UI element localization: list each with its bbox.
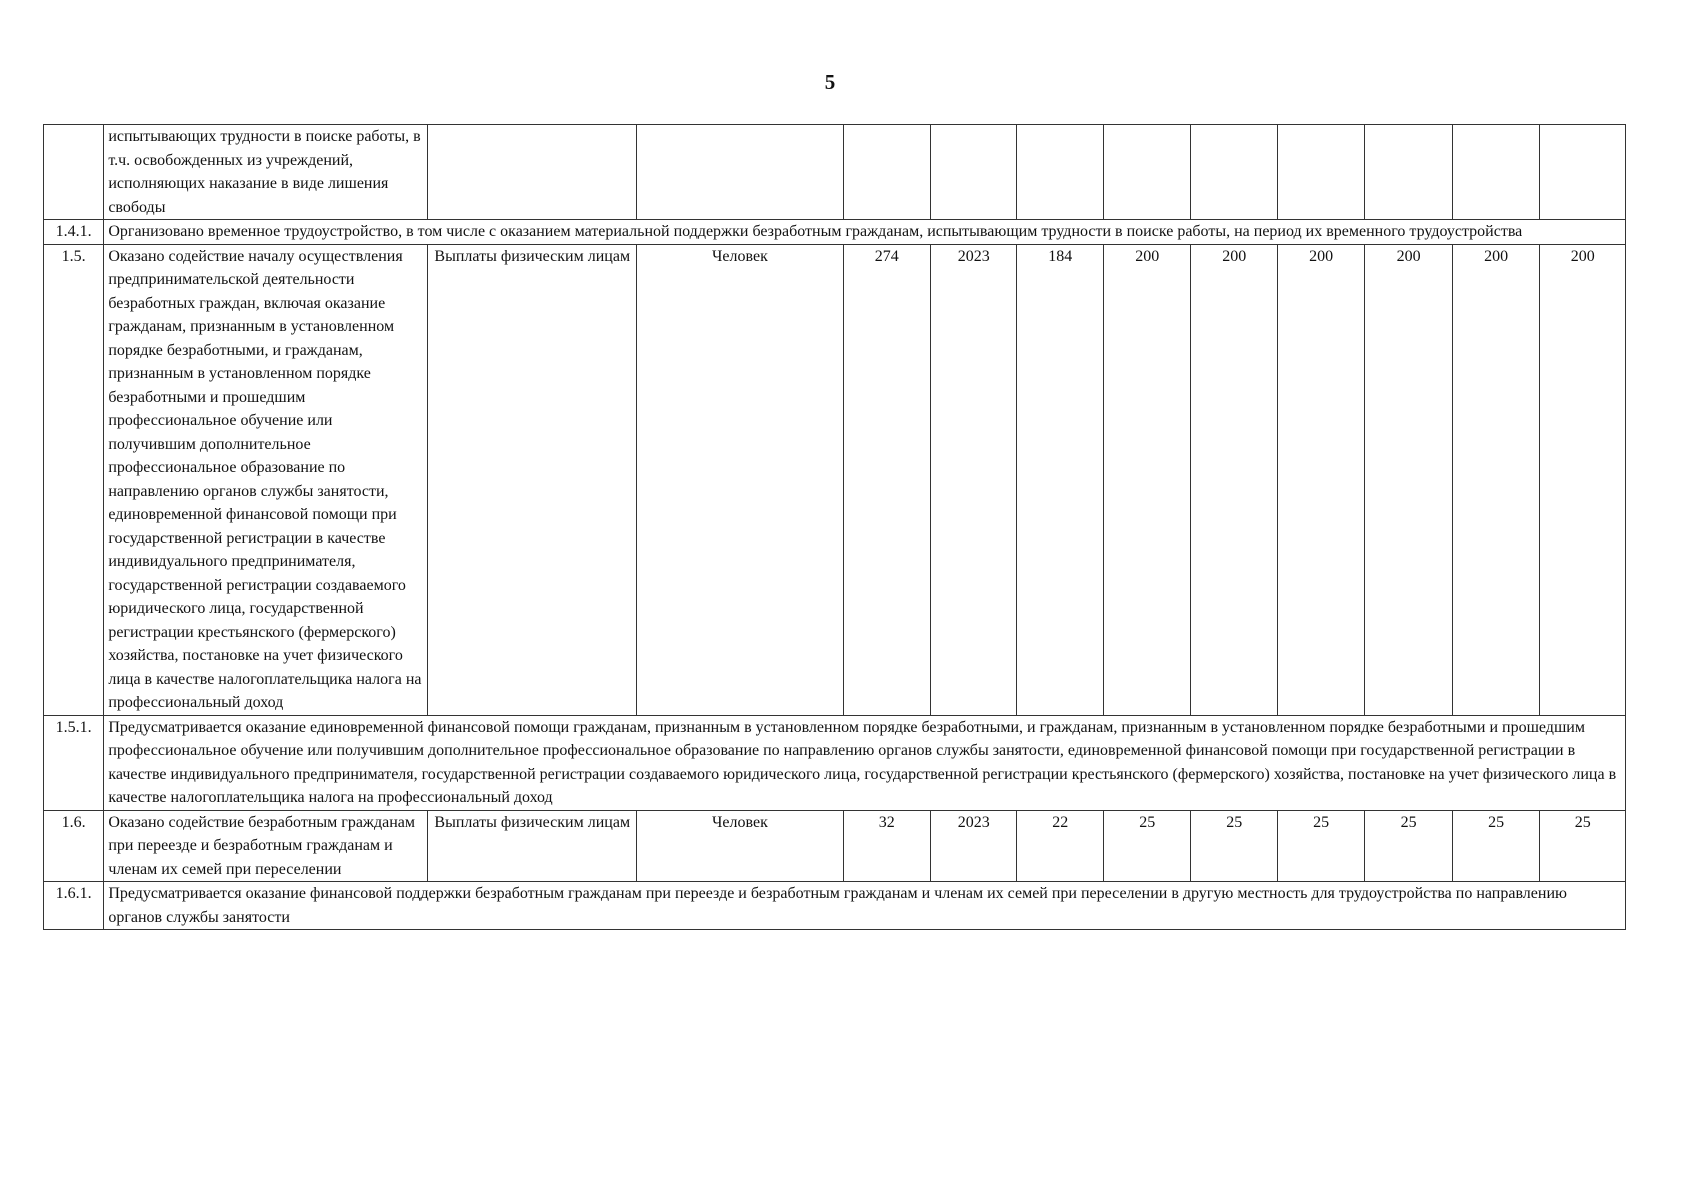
note-text: Организовано временное трудоустройство, в том числе с оказанием материальной поддержки безработным гражданам, испытывающим трудности в поиске работы, на период их временного трудоустройства <box>104 220 1626 245</box>
empty-cell <box>843 125 930 220</box>
value-cell: 2023 <box>931 810 1017 882</box>
value-cell: 200 <box>1277 244 1364 715</box>
value-cell: 2023 <box>931 244 1017 715</box>
row-number: 1.5.1. <box>44 715 104 810</box>
empty-cell <box>1103 125 1190 220</box>
table-row <box>44 244 1626 715</box>
empty-cell <box>1017 125 1103 220</box>
indicators-table <box>43 124 1626 930</box>
page-number: 5 <box>824 70 836 94</box>
value-cell: 25 <box>1365 810 1452 882</box>
value-cell: 200 <box>1540 244 1626 715</box>
row-type: Выплаты физическим лицам <box>428 810 637 882</box>
value-cell: 184 <box>1017 244 1103 715</box>
empty-cell <box>1452 125 1539 220</box>
table-row <box>44 810 1626 882</box>
empty-cell <box>1540 125 1626 220</box>
value-cell: 25 <box>1191 810 1277 882</box>
value-cell: 25 <box>1277 810 1364 882</box>
value-cell: 25 <box>1540 810 1626 882</box>
row-type: Выплаты физическим лицам <box>428 244 637 715</box>
note-row <box>44 220 1626 245</box>
row-number: 1.6. <box>44 810 104 882</box>
note-text: Предусматривается оказание финансовой поддержки безработным гражданам при переезде и безработным гражданам и членам их семей при переселении в другую местность для трудоустройства по направлению органов службы занятости <box>104 882 1626 930</box>
note-row <box>44 715 1626 810</box>
row-number: 1.5. <box>44 244 104 715</box>
value-cell: 25 <box>1103 810 1190 882</box>
value-cell: 200 <box>1452 244 1539 715</box>
value-cell: 200 <box>1365 244 1452 715</box>
row-unit: Человек <box>637 244 843 715</box>
empty-cell <box>1277 125 1364 220</box>
value-cell: 274 <box>843 244 930 715</box>
row-unit: Человек <box>637 810 843 882</box>
empty-cell <box>931 125 1017 220</box>
value-cell: 200 <box>1103 244 1190 715</box>
value-cell: 22 <box>1017 810 1103 882</box>
value-cell: 25 <box>1452 810 1539 882</box>
value-cell: 200 <box>1191 244 1277 715</box>
row-description: Оказано содействие безработным гражданам при переезде и безработным гражданам и членам их семей при переселении <box>104 810 428 882</box>
table-row <box>44 125 1626 220</box>
row-number-cell <box>44 125 104 220</box>
empty-cell <box>1365 125 1452 220</box>
row-description: Оказано содействие началу осуществления предпринимательской деятельности безработных граждан, включая оказание гражданам, признанным в установленном порядке безработными, и гражданам, признанным в установленном порядке безработными и прошедшим профессиональное обучение или получившим дополнительное профессиональное образование по направлению органов службы занятости, единовременной финансовой помощи при государственной регистрации в качестве индивидуального предпринимателя, государственной регистрации создаваемого юридического лица, государственной регистрации крестьянского (фермерского) хозяйства, постановке на учет физического лица в качестве налогоплательщика налога на профессиональный доход <box>104 244 428 715</box>
empty-cell <box>637 125 843 220</box>
row-number: 1.6.1. <box>44 882 104 930</box>
row-number: 1.4.1. <box>44 220 104 245</box>
empty-cell <box>1191 125 1277 220</box>
note-text: Предусматривается оказание единовременной финансовой помощи гражданам, признанным в установленном порядке безработными, и гражданам, признанным в установленном порядке безработными и прошедшим профессиональное обучение или получившим дополнительное профессиональное образование по направлению органов службы занятости, единовременной финансовой помощи при государственной регистрации в качестве индивидуального предпринимателя, государственной регистрации создаваемого юридического лица, государственной регистрации крестьянского (фермерского) хозяйства, постановке на учет физического лица в качестве налогоплательщика налога на профессиональный доход <box>104 715 1626 810</box>
row-description: испытывающих трудности в поиске работы, в т.ч. освобожденных из учреждений, исполняющих наказание в виде лишения свободы <box>104 125 428 220</box>
note-row <box>44 882 1626 930</box>
value-cell: 32 <box>843 810 930 882</box>
empty-cell <box>428 125 637 220</box>
